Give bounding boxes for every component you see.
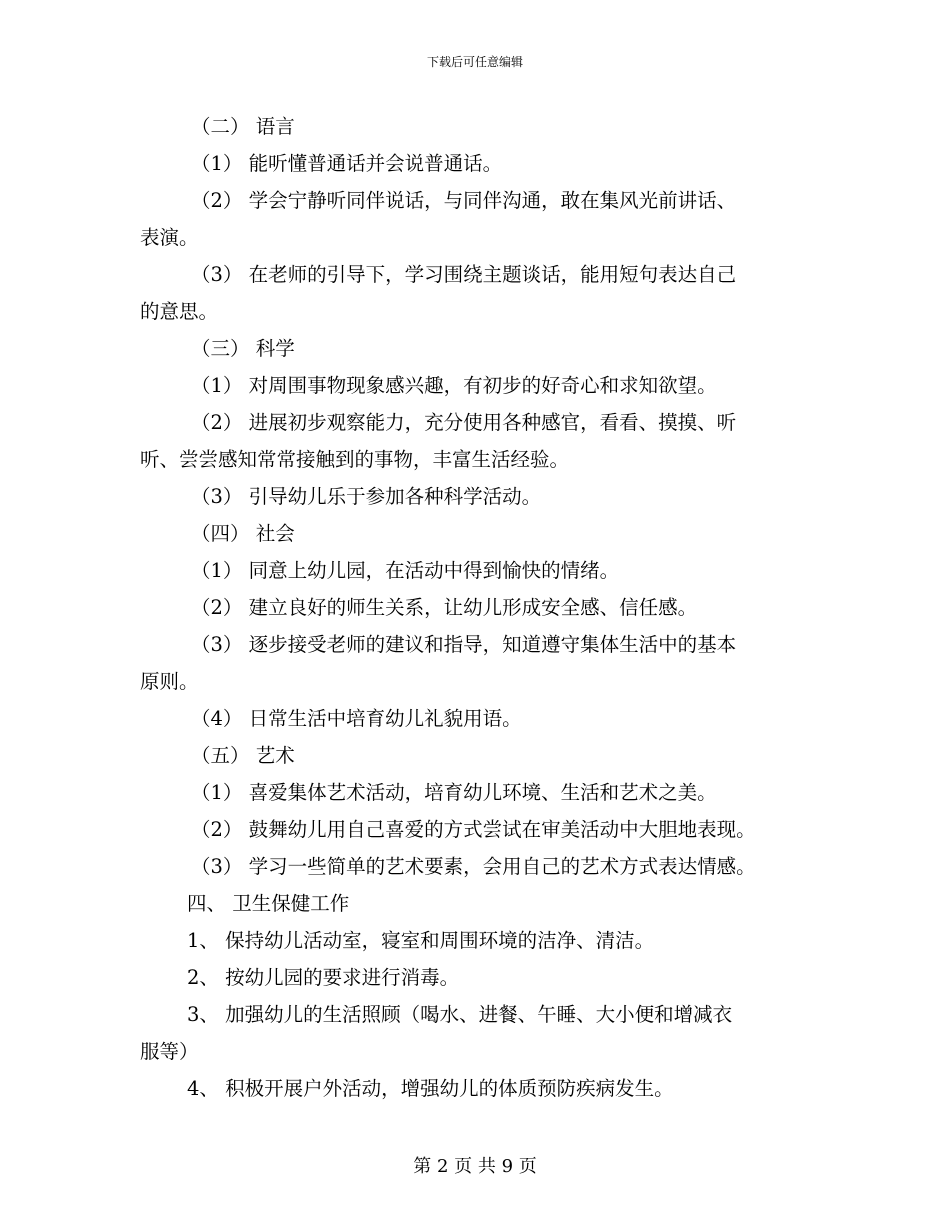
paragraph-line: （3） 在老师的引导下，学习围绕主题谈话，能用短句表达自己 — [191, 263, 737, 286]
paragraph-line: 2、 按幼儿园的要求进行消毒。 — [187, 966, 460, 989]
paragraph-line: （1） 同意上幼儿园，在活动中得到愉快的情绪。 — [191, 559, 620, 582]
paragraph-line: 原则。 — [140, 670, 199, 693]
section-heading: （三） 科学 — [191, 337, 295, 360]
section-heading: 四、 卫生保健工作 — [187, 892, 350, 915]
paragraph-line: 1、 保持幼儿活动室，寝室和周围环境的洁净、清洁。 — [187, 929, 655, 952]
paragraph-line: （3） 学习一些简单的艺术要素，会用自己的艺术方式表达情感。 — [191, 855, 756, 878]
paragraph-line: （1） 能听懂普通话并会说普通话。 — [191, 152, 503, 175]
paragraph-line: 服等） — [140, 1040, 199, 1063]
paragraph-line: （2） 学会宁静听同伴说话，与同伴沟通，敢在集风光前讲话、 — [191, 189, 737, 212]
section-heading: （二） 语言 — [191, 115, 295, 138]
document-body — [140, 108, 820, 1107]
paragraph-line: （1） 对周围事物现象感兴趣，有初步的好奇心和求知欲望。 — [191, 374, 717, 397]
page-footer: 第 2 页 共 9 页 — [413, 1156, 537, 1177]
paragraph-line: （4） 日常生活中培育幼儿礼貌用语。 — [191, 707, 522, 730]
paragraph-line: 3、 加强幼儿的生活照顾（喝水、进餐、午睡、大小便和增减衣 — [187, 1003, 733, 1026]
paragraph-line: （2） 鼓舞幼儿用自己喜爱的方式尝试在审美活动中大胆地表现。 — [191, 818, 756, 841]
paragraph-line: 听、尝尝感知常常接触到的事物，丰富生活经验。 — [140, 448, 570, 471]
paragraph-line: （2） 进展初步观察能力，充分使用各种感官，看看、摸摸、听 — [191, 411, 737, 434]
paragraph-line: （3） 逐步接受老师的建议和指导，知道遵守集体生活中的基本 — [191, 633, 737, 656]
section-heading: （四） 社会 — [191, 522, 295, 545]
paragraph-line: 的意思。 — [140, 300, 219, 323]
section-heading: （五） 艺术 — [191, 744, 295, 767]
paragraph-line: （1） 喜爱集体艺术活动，培育幼儿环境、生活和艺术之美。 — [191, 781, 717, 804]
page-header: 下载后可任意编辑 — [426, 55, 523, 69]
paragraph-line: 4、 积极开展户外活动，增强幼儿的体质预防疾病发生。 — [187, 1077, 674, 1100]
paragraph-line: （2） 建立良好的师生关系，让幼儿形成安全感、信任感。 — [191, 596, 698, 619]
paragraph-line: 表演。 — [140, 226, 199, 249]
paragraph-line: （3） 引导幼儿乐于参加各种科学活动。 — [191, 485, 542, 508]
